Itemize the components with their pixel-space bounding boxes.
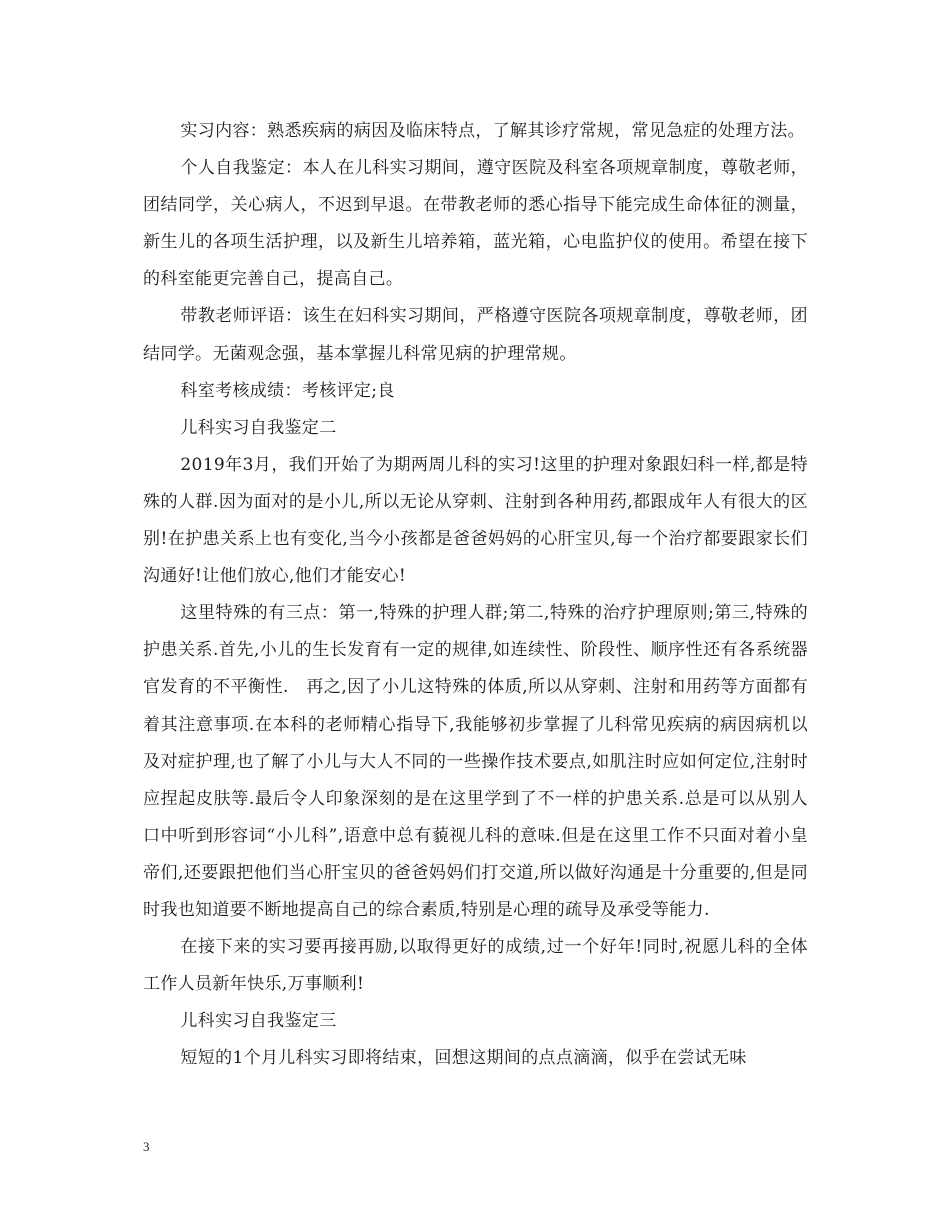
page-number: 3 — [143, 1139, 150, 1154]
paragraph-one-month-internship: 短短的1个月儿科实习即将结束，回想这期间的点点滴滴，似乎在尝试无味 — [180, 1048, 747, 1069]
paragraph-self-assessment: 个人自我鉴定：本人在儿科实习期间，遵守医院及科室各项规章制度，尊敬老师，团结同学，关心病人，不迟到早退。在带教老师的悉心指导下能完成生命体征的测量，新生儿的各项生活护理，以及新生儿培养箱，蓝光箱，心电监护仪的使用。希望在接下的科室能更完善自己，提高自己。 — [143, 158, 808, 290]
paragraph-three-specialties: 这里特殊的有三点：第一,特殊的护理人群;第二,特殊的治疗护理原则;第三,特殊的护患关系.首先,小儿的生长发育有一定的规律,如连续性、阶段性、顺序性还有各系统器官发育的不平衡性. 再之,因了小儿这特殊的体质,所以从穿刺、注射和用药等方面都有着其注意事项.在本科的老师精心指导下,我能够初步掌握了儿科常见疾病的病因病机以及对症护理,也了解了小儿与大人不同的一些操作技术要点,如肌注时应如何定位,注射时应捏起皮肤等.最后令人印象深刻的是在这里学到了不一样的护患关系.总是可以从别人口中听到形容词“小儿科”,语意中总有藐视儿科的意味.但是在这里工作不只面对着小皇帝们,还要跟把他们当心肝宝贝的爸爸妈妈们打交道,所以做好沟通是十分重要的,但是同时我也知道要不断地提高自己的综合素质,特别是心理的疏导及承受等能力. — [143, 603, 808, 920]
document-body — [143, 113, 808, 1077]
section-heading-two: 儿科实习自我鉴定二 — [180, 417, 337, 438]
paragraph-internship-content: 实习内容：熟悉疾病的病因及临床特点，了解其诊疗常规，常见急症的处理方法。 — [180, 121, 805, 141]
paragraph-march-internship: 2019年3月，我们开始了为期两周儿科的实习!这里的护理对象跟妇科一样,都是特殊的人群.因为面对的是小儿,所以无论从穿刺、注射到各种用药,都跟成年人有很大的区别!在护患关系上也有变化,当今小孩都是爸爸妈妈的心肝宝贝,每一个治疗都要跟家长们沟通好!让他们放心,他们才能安心! — [143, 454, 808, 587]
paragraph-teacher-comment: 带教老师评语：该生在妇科实习期间，严格遵守医院各项规章制度，尊敬老师，团结同学。无菌观念强，基本掌握儿科常见病的护理常规。 — [143, 306, 808, 364]
paragraph-department-grade: 科室考核成绩：考核评定;良 — [180, 380, 395, 401]
paragraph-new-year-wishes: 在接下来的实习要再接再励,以取得更好的成绩,过一个好年!同时,祝愿儿科的全体工作人员新年快乐,万事顺利! — [143, 937, 808, 995]
section-heading-three: 儿科实习自我鉴定三 — [180, 1011, 337, 1032]
